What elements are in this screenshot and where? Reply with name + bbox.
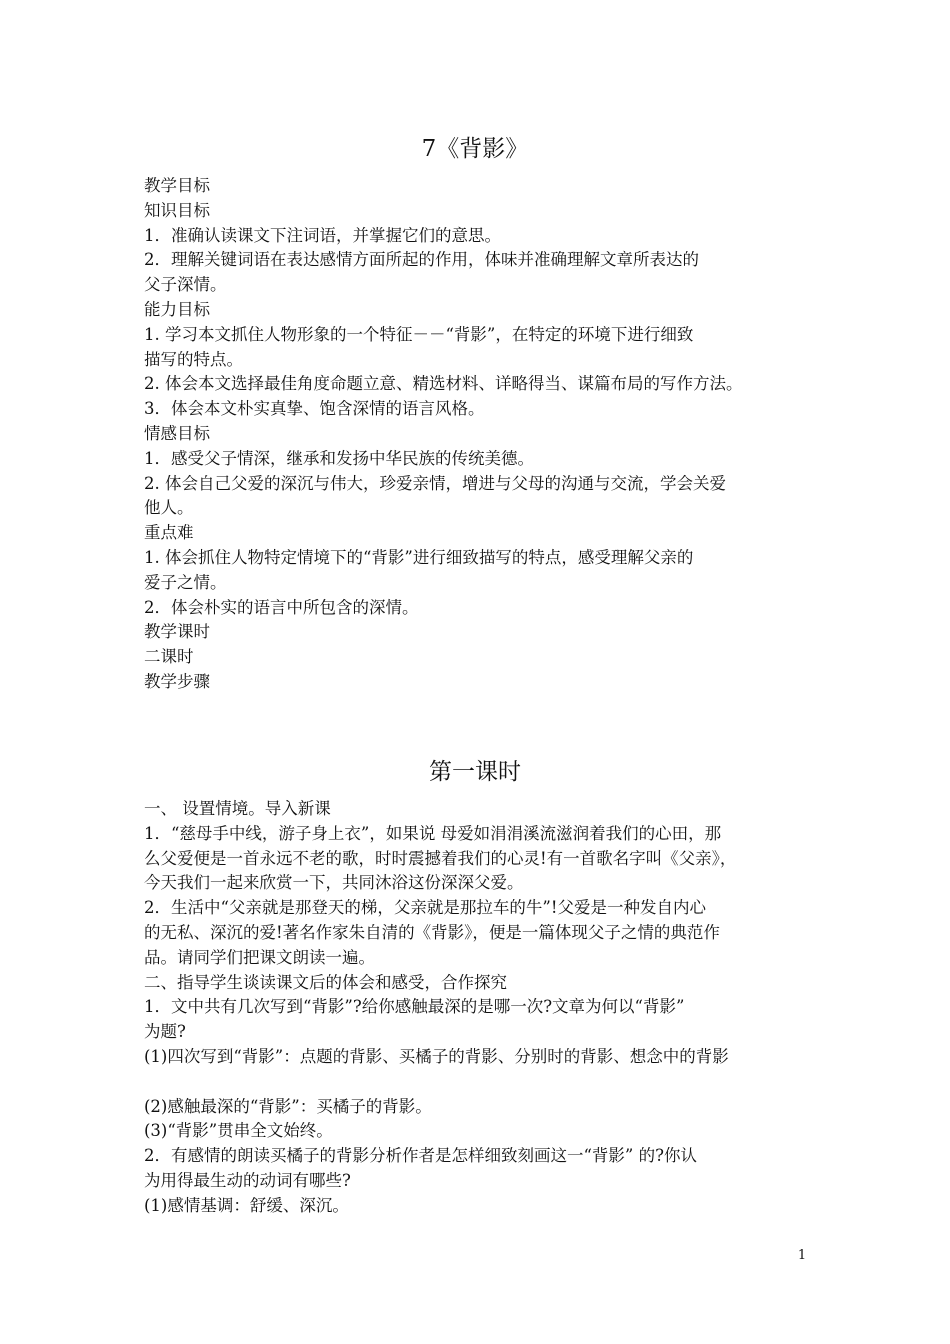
text-line: 品。请同学们把课文朗读一遍。: [144, 947, 375, 967]
text-line: 二、指导学生谈读课文后的体会和感受，合作探究: [144, 972, 507, 992]
text-line: 1．感受父子情深，继承和发扬中华民族的传统美德。: [144, 448, 534, 468]
document-title: 7《背影》: [421, 136, 529, 162]
text-line: 3．体会本文朴实真挚、饱含深情的语言风格。: [144, 399, 485, 419]
first-lesson-section: [144, 797, 816, 1219]
text-line: 2．体会朴实的语言中所包含的深情。: [144, 597, 419, 617]
text-line: 重点难: [144, 523, 194, 543]
text-line: 的无私、深沉的爱!著名作家朱自清的《背影》，便是一篇体现父子之情的典范作: [144, 922, 720, 942]
text-line: 教学课时: [144, 622, 210, 642]
section-title: 第一课时: [429, 759, 521, 785]
text-line: 为题?: [144, 1022, 186, 1042]
text-line: 2．生活中“父亲就是那登天的梯，父亲就是那拉车的牛”!父爱是一种发自内心: [144, 898, 706, 918]
text-line: 1．“慈母手中线，游子身上衣”，如果说 母爱如涓涓溪流滋润着我们的心田，那: [144, 823, 722, 843]
blank-line: [144, 1070, 816, 1095]
text-line: 为用得最生动的动词有哪些?: [144, 1170, 351, 1190]
text-line: 2．理解关键词语在表达感情方面所起的作用，体味并准确理解文章所表达的: [144, 250, 699, 270]
text-line: 2. 体会本文选择最佳角度命题立意、精选材料、详略得当、谋篇布局的写作方法。: [144, 374, 743, 394]
text-line: 教学目标: [144, 176, 210, 195]
text-line: 爱子之情。: [144, 572, 227, 592]
text-line: 教学步骤: [144, 671, 210, 691]
text-line: 描写的特点。: [144, 349, 243, 369]
text-line: 父子深情。: [144, 275, 227, 295]
teaching-objectives-section: [144, 174, 816, 695]
text-line: 么父爱便是一首永远不老的歌，时时震撼着我们的心灵!有一首歌名字叫《父亲》，: [144, 848, 737, 868]
text-line: 1．文中共有几次写到“背影”?给你感触最深的是哪一次?文章为何以“背影”: [144, 997, 685, 1017]
text-line: 一、 设置情境。导入新课: [144, 799, 331, 818]
page-number: 1: [797, 1248, 807, 1263]
text-line: 情感目标: [144, 423, 210, 443]
text-line: 1. 学习本文抓住人物形象的一个特征－－“背影”，在特定的环境下进行细致: [144, 324, 694, 344]
text-line: 2. 体会自己父爱的深沉与伟大，珍爱亲情，增进与父母的沟通与交流，学会关爱: [144, 473, 726, 493]
text-line: 1. 体会抓住人物特定情境下的“背影”进行细致描写的特点，感受理解父亲的: [144, 547, 694, 567]
text-line: (1)感情基调：舒缓、深沉。: [144, 1195, 349, 1215]
text-line: (2)感触最深的“背影”：买橘子的背影。: [144, 1096, 432, 1116]
text-line: 今天我们一起来欣赏一下，共同沐浴这份深深父爱。: [144, 873, 524, 893]
text-line: 1．准确认读课文下注词语，并掌握它们的意思。: [144, 225, 501, 245]
text-line: 他人。: [144, 498, 194, 518]
text-line: 知识目标: [144, 200, 210, 220]
text-line: (3)“背影”贯串全文始终。: [144, 1121, 333, 1141]
text-line: (1)四次写到“背影”：点题的背影、买橘子的背影、分别时的背影、想念中的背影: [144, 1046, 729, 1066]
text-line: 能力目标: [144, 299, 210, 319]
text-line: 二课时: [144, 647, 194, 667]
text-line: 2．有感情的朗读买橘子的背影分析作者是怎样细致刻画这一“背影” 的?你认: [144, 1146, 697, 1166]
